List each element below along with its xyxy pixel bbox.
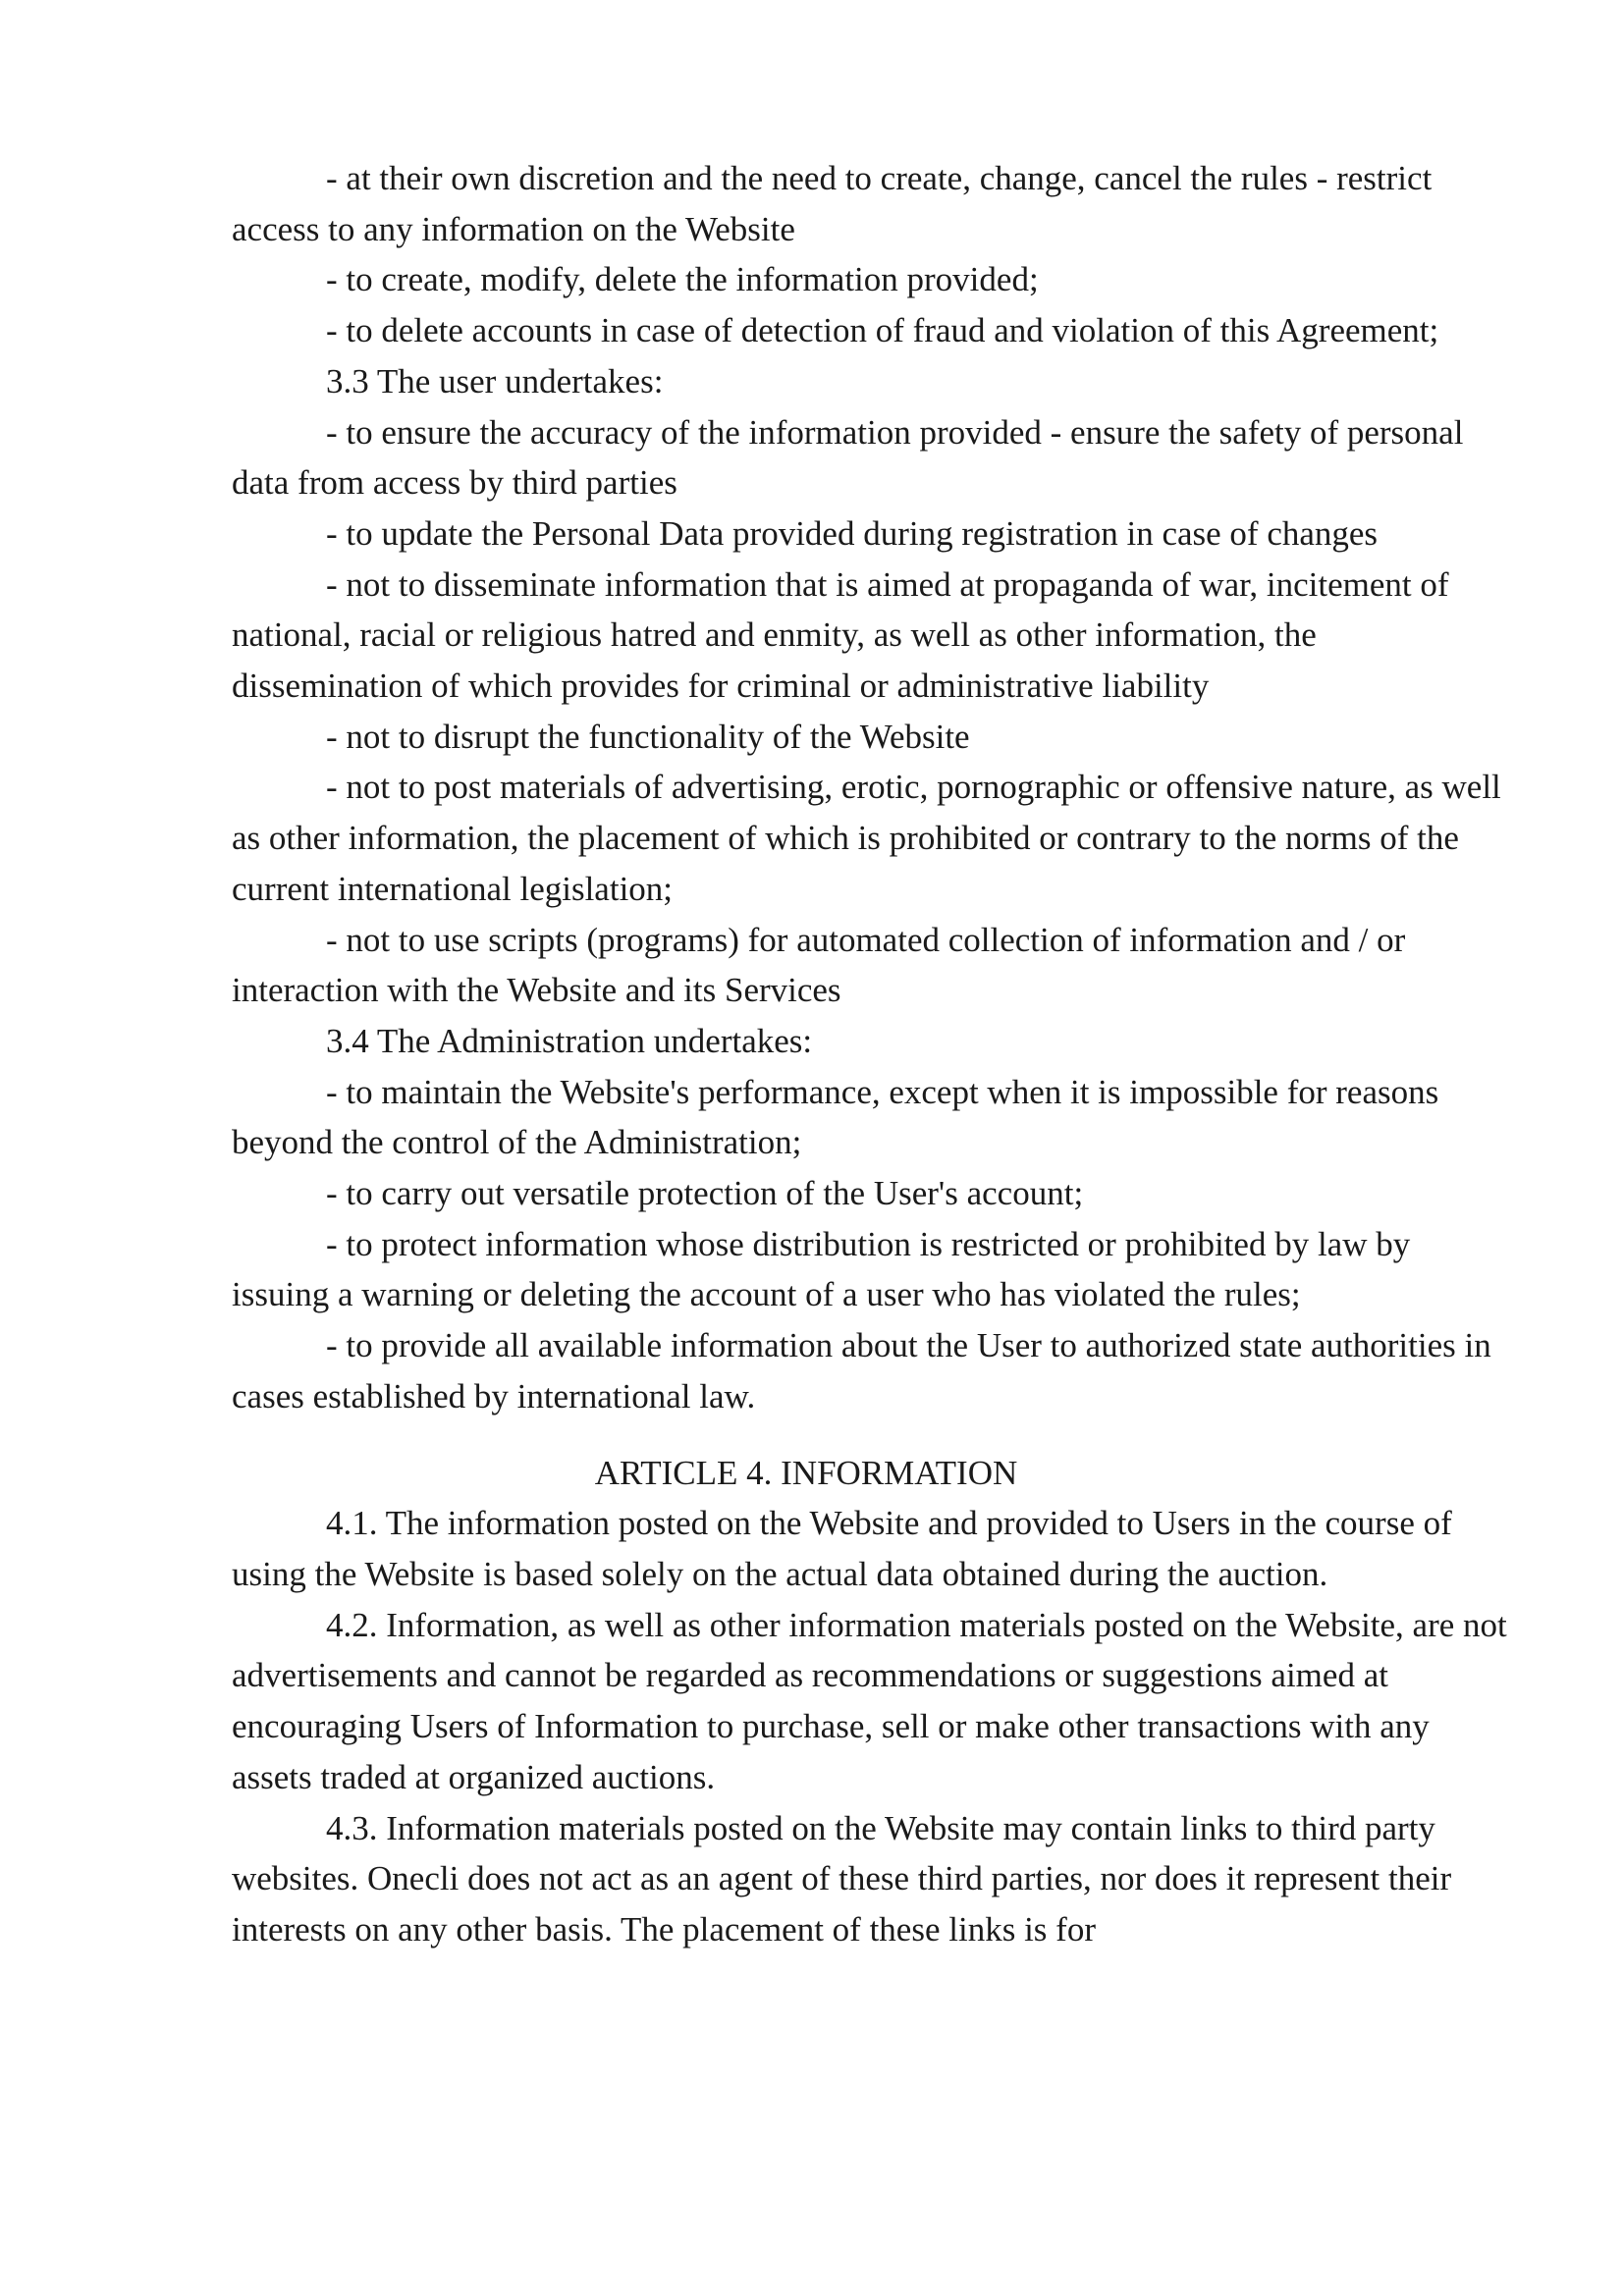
article-4-heading: ARTICLE 4. INFORMATION bbox=[594, 1453, 1018, 1492]
paragraph-admin-restricted-info: - to protect information whose distribution is restricted or prohibited by law by issuing a warning or deleting the account of a user who has violated the rules; bbox=[232, 1224, 1411, 1314]
paragraph-4-2: 4.2. Information, as well as other information materials posted on the Website, are not advertisements and cannot be regarded as recommendations or suggestions aimed at encouraging Users of Information to purchase, sell or make other transactions with any assets traded at organized auctions. bbox=[232, 1605, 1507, 1796]
paragraph-user-no-scripts: - not to use scripts (programs) for automated collection of information and / or interaction with the Website and its Services bbox=[232, 920, 1406, 1010]
paragraph-user-update-data: - to update the Personal Data provided during registration in case of changes bbox=[326, 513, 1379, 553]
document-page bbox=[232, 153, 1508, 1955]
paragraph-user-accuracy: - to ensure the accuracy of the information provided - ensure the safety of personal data from access by third parties bbox=[232, 412, 1464, 503]
section-3-3-title: 3.3 The user undertakes: bbox=[326, 361, 664, 400]
paragraph-admin-protection: - to carry out versatile protection of the User's account; bbox=[326, 1174, 1084, 1213]
paragraph-admin-authorities: - to provide all available information about the User to authorized state authorities in cases established by international law. bbox=[232, 1326, 1491, 1415]
paragraph-rights-modify-info: - to create, modify, delete the information provided; bbox=[326, 260, 1039, 299]
paragraph-user-no-disrupt: - not to disrupt the functionality of the Website bbox=[326, 717, 970, 756]
paragraph-rights-restrict-access: - at their own discretion and the need to create, change, cancel the rules - restrict access to any information on the Website bbox=[232, 159, 1433, 248]
paragraph-user-no-propaganda: - not to disseminate information that is aimed at propaganda of war, incitement of national, racial or religious hatred and enmity, as well as other information, the dissemination of which provides for criminal or administrative liability bbox=[232, 564, 1449, 706]
paragraph-4-1: 4.1. The information posted on the Website and provided to Users in the course of using the Website is based solely on the actual data obtained during the auction. bbox=[232, 1504, 1452, 1593]
paragraph-4-3: 4.3. Information materials posted on the Website may contain links to third party websites. Onecli does not act as an agent of these third parties, nor does it represent their interests on any other basis. The placement of these links is for bbox=[232, 1808, 1452, 1949]
section-3-4-title: 3.4 The Administration undertakes: bbox=[326, 1021, 813, 1060]
paragraph-admin-performance: - to maintain the Website's performance, except when it is impossible for reasons beyond the control of the Administration; bbox=[232, 1072, 1439, 1162]
paragraph-user-no-offensive: - not to post materials of advertising, erotic, pornographic or offensive nature, as well as other information, the placement of which is prohibited or contrary to the norms of the current international legislation; bbox=[232, 768, 1501, 908]
paragraph-rights-delete-accounts: - to delete accounts in case of detection of fraud and violation of this Agreement; bbox=[326, 311, 1439, 350]
